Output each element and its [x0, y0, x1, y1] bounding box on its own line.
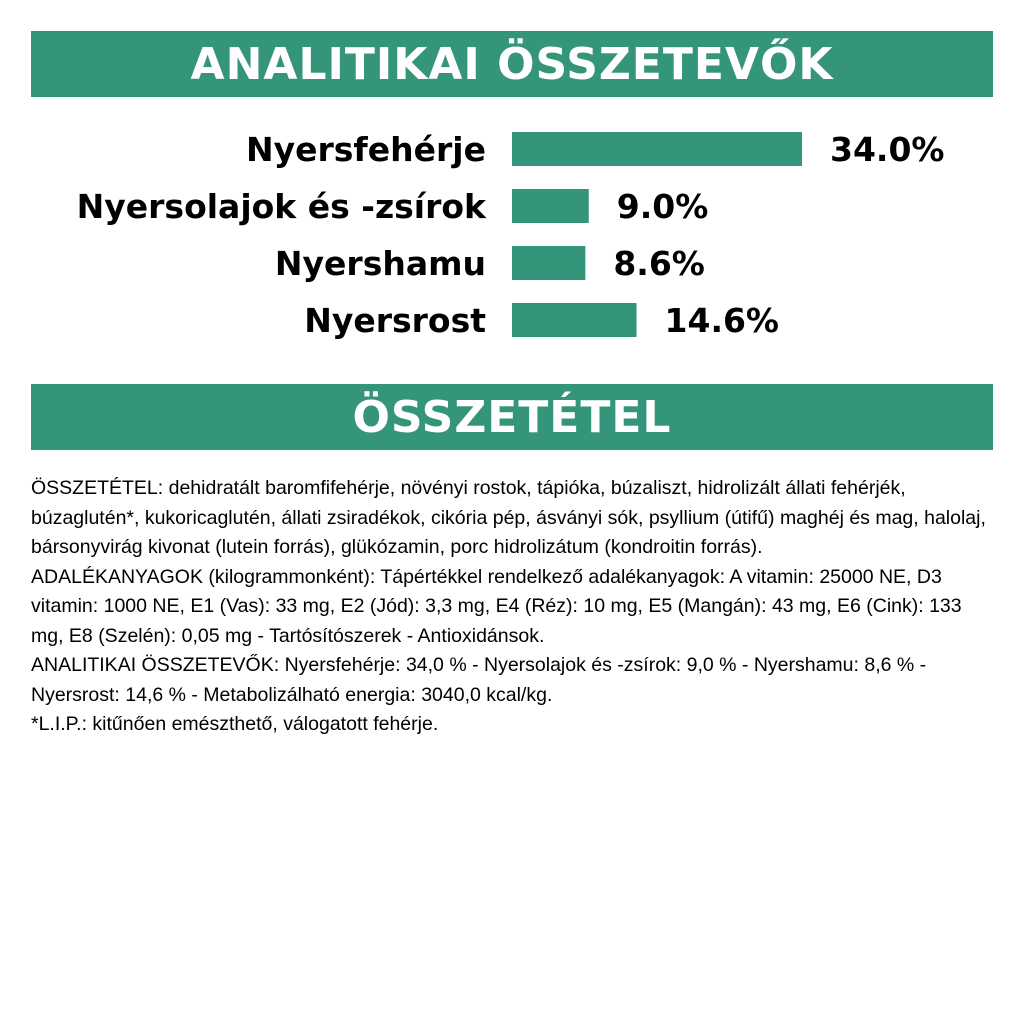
- bar: [512, 246, 585, 280]
- category-label: Nyershamu: [274, 244, 486, 283]
- value-label: 9.0%: [616, 187, 709, 226]
- value-label: 8.6%: [613, 244, 705, 283]
- analytical-constituents-header: ANALITIKAI ÖSSZETEVŐK: [31, 31, 993, 97]
- category-label: Nyersfehérje: [245, 130, 486, 169]
- bar: [512, 189, 589, 223]
- composition-header: ÖSSZETÉTEL: [31, 384, 993, 450]
- bar: [512, 132, 802, 166]
- composition-paragraph-analytical: ANALITIKAI ÖSSZETEVŐK: Nyersfehérje: 34,0 % - Nyersolajok és -zsírok: 9,0 % - Nyershamu: 8,6 % - Nyersrost: 14,6 % - Metabolizálható energia: 3040,0 kcal/kg.: [31, 654, 927, 706]
- value-label: 34.0%: [830, 130, 945, 169]
- composition-paragraph-footnote: *L.I.P.: kitűnően emészthető, válogatott fehérje.: [31, 713, 439, 735]
- category-label: Nyersolajok és -zsírok: [76, 187, 486, 226]
- composition-paragraph-additives: ADALÉKANYAGOK (kilogrammonként): Tápértékkel rendelkező adalékanyagok: A vitamin: 25000 NE, D3 vitamin: 1000 NE, E1 (Vas): 33 mg, E2 (Jód): 3,3 mg, E4 (Réz): 10 mg, E5 (Mangán): 43 mg, E6 (Cink): 133 mg, E8 (Szelén): 0,05 mg - Tartósítószerek - Antioxidánsok.: [31, 565, 962, 647]
- analytical-constituents-chart: [0, 120, 1024, 350]
- category-label: Nyersrost: [304, 301, 486, 340]
- composition-paragraph-ingredients: ÖSSZETÉTEL: dehidratált baromfifehérje, növényi rostok, tápióka, búzaliszt, hidrolizált állati fehérjék, búzaglutén*, kukoricaglutén, állati zsiradékok, cikória pép, ásványi sók, psyllium (útifű) maghéj és mag, halolaj, bársonyvirág kivonat (lutein forrás), glükózamin, porc hidrolizátum (kondroitin forrás).: [31, 477, 986, 558]
- bar: [512, 303, 637, 337]
- composition-text: [31, 474, 993, 740]
- value-label: 14.6%: [664, 301, 780, 340]
